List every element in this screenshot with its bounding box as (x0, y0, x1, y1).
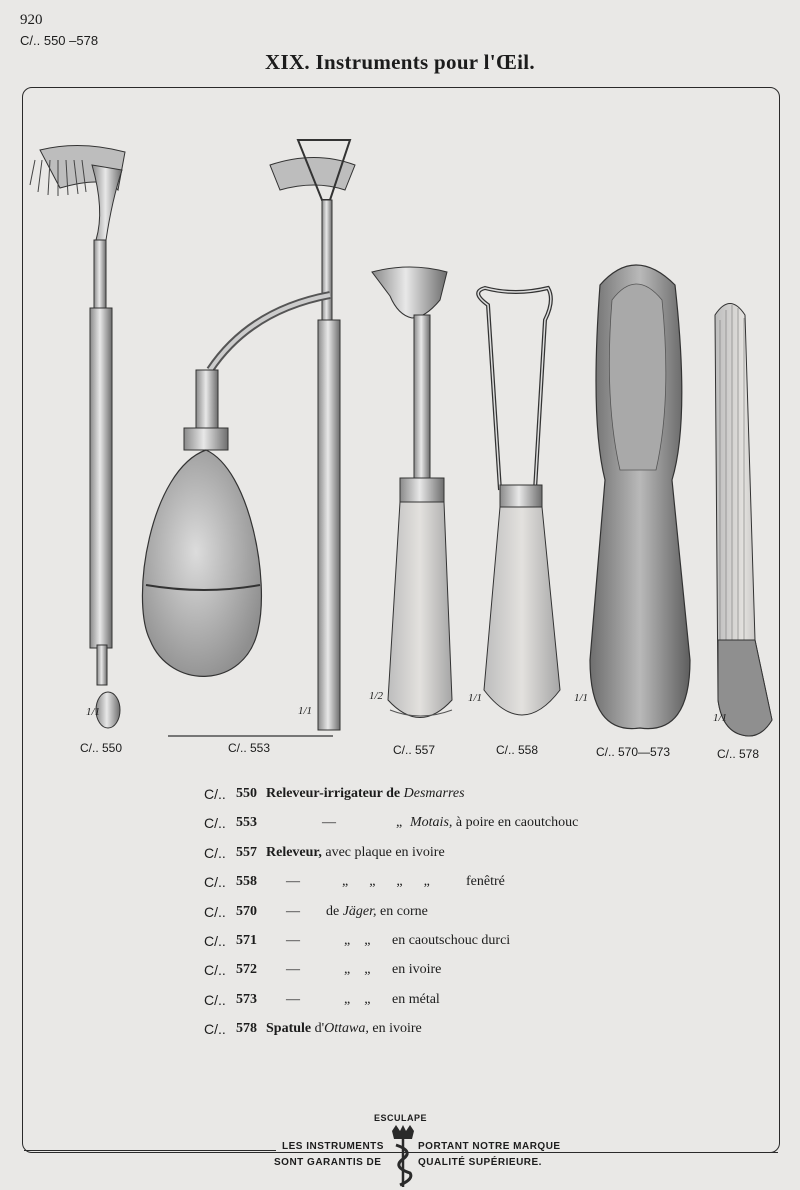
legend-number: 553 (236, 815, 257, 831)
legend-prefix: C/.. (204, 962, 226, 979)
legend-ditto: „ „ (344, 991, 371, 1007)
legend-row (204, 904, 764, 933)
legend-italic: Jäger, (342, 903, 377, 919)
legend-ditto: „ (396, 815, 403, 831)
legend-row (204, 933, 764, 962)
code-578: C/.. 578 (717, 747, 760, 761)
code-553: C/.. 553 (228, 741, 271, 755)
footer-left-line1: LES INSTRUMENTS (282, 1141, 384, 1152)
scale-550: 1/1 (86, 706, 101, 718)
instrument-550-drawing (30, 145, 125, 728)
legend-ditto: „ „ „ „ (342, 874, 430, 890)
brand-name: ESCULAPE (374, 1113, 428, 1123)
legend-prefix: C/.. (204, 932, 226, 949)
scale-570: 1/1 (574, 692, 589, 704)
legend-prefix: C/.. (204, 874, 226, 891)
instrument-557-drawing (372, 267, 452, 718)
legend-desc: Spatule (266, 1021, 312, 1037)
legend-italic: Motais, (410, 815, 453, 831)
legend-desc: Releveur-irrigateur de (266, 786, 404, 801)
legend-dash: — (286, 932, 300, 948)
legend-row (204, 874, 764, 903)
legend-ditto: „ „ (344, 932, 371, 948)
legend-row (204, 786, 764, 815)
code-558: C/.. 558 (496, 743, 539, 757)
instrument-558-drawing (478, 288, 560, 715)
scale-578: 1/1 (713, 712, 728, 724)
scale-558: 1/1 (468, 692, 483, 704)
legend-rest: en métal (392, 991, 440, 1007)
legend-dash: — (322, 815, 336, 831)
legend-dash: — (286, 991, 300, 1007)
legend-ditto: „ „ (344, 962, 371, 978)
legend-number: 573 (236, 991, 257, 1007)
instrument-578-drawing (715, 304, 772, 737)
instrument-570-drawing (590, 265, 690, 729)
footer-left-line2: SONT GARANTIS DE (274, 1157, 382, 1168)
legend-prefix: C/.. (204, 815, 226, 832)
footer-rule-left (24, 1150, 276, 1151)
legend-rest: en corne (376, 903, 428, 919)
legend-desc: de (326, 903, 343, 919)
legend-rest: en ivoire (392, 962, 442, 978)
legend-prefix: C/.. (204, 1021, 226, 1038)
legend-number: 557 (236, 844, 257, 860)
legend-rest: avec plaque en ivoire (321, 844, 445, 860)
footer-rule-right (540, 1152, 778, 1153)
page-title: XIX. Instruments pour l'Œil. (265, 50, 535, 74)
instrument-553-drawing (142, 140, 355, 730)
legend-prefix: C/.. (204, 991, 226, 1008)
scale-557: 1/2 (369, 690, 384, 702)
legend-row (204, 992, 764, 1021)
footer-right-line1: PORTANT NOTRE MARQUE (418, 1141, 561, 1152)
code-550: C/.. 550 (80, 741, 123, 755)
legend-row (204, 815, 764, 844)
legend-dash: — (286, 874, 300, 890)
legend-italic: Desmarres (403, 786, 465, 801)
page-number: 920 (20, 12, 43, 28)
legend-row (204, 1021, 764, 1050)
legend-list (204, 786, 764, 1051)
legend-number: 578 (236, 1021, 257, 1037)
legend-number: 572 (236, 962, 257, 978)
legend-dash: — (286, 962, 300, 978)
legend-number: 558 (236, 874, 257, 890)
legend-number: 570 (236, 903, 257, 919)
legend-desc: Releveur, (266, 844, 322, 860)
legend-rest: à poire en caoutchouc (452, 815, 579, 831)
legend-row (204, 845, 764, 874)
legend-dash: — (286, 903, 300, 919)
legend-number: 571 (236, 932, 257, 948)
code-557: C/.. 557 (393, 743, 436, 757)
legend-prefix: C/.. (204, 844, 226, 861)
code-570-573: C/.. 570—573 (596, 745, 671, 759)
legend-prefix: C/.. (204, 786, 226, 802)
legend-prep: d' (311, 1021, 325, 1037)
caduceus-logo (386, 1125, 420, 1189)
legend-row (204, 962, 764, 991)
catalog-range: C/.. 550 –578 (20, 33, 99, 48)
legend-italic: Ottawa, (324, 1021, 369, 1037)
legend-rest: fenêtré (466, 874, 505, 890)
legend-number: 550 (236, 786, 257, 801)
legend-prefix: C/.. (204, 903, 226, 920)
legend-rest: en caoutschouc durci (392, 932, 511, 948)
footer-right-line2: QUALITÉ SUPÉRIEURE. (418, 1157, 542, 1168)
legend-rest: en ivoire (368, 1021, 422, 1037)
scale-553: 1/1 (298, 705, 313, 717)
